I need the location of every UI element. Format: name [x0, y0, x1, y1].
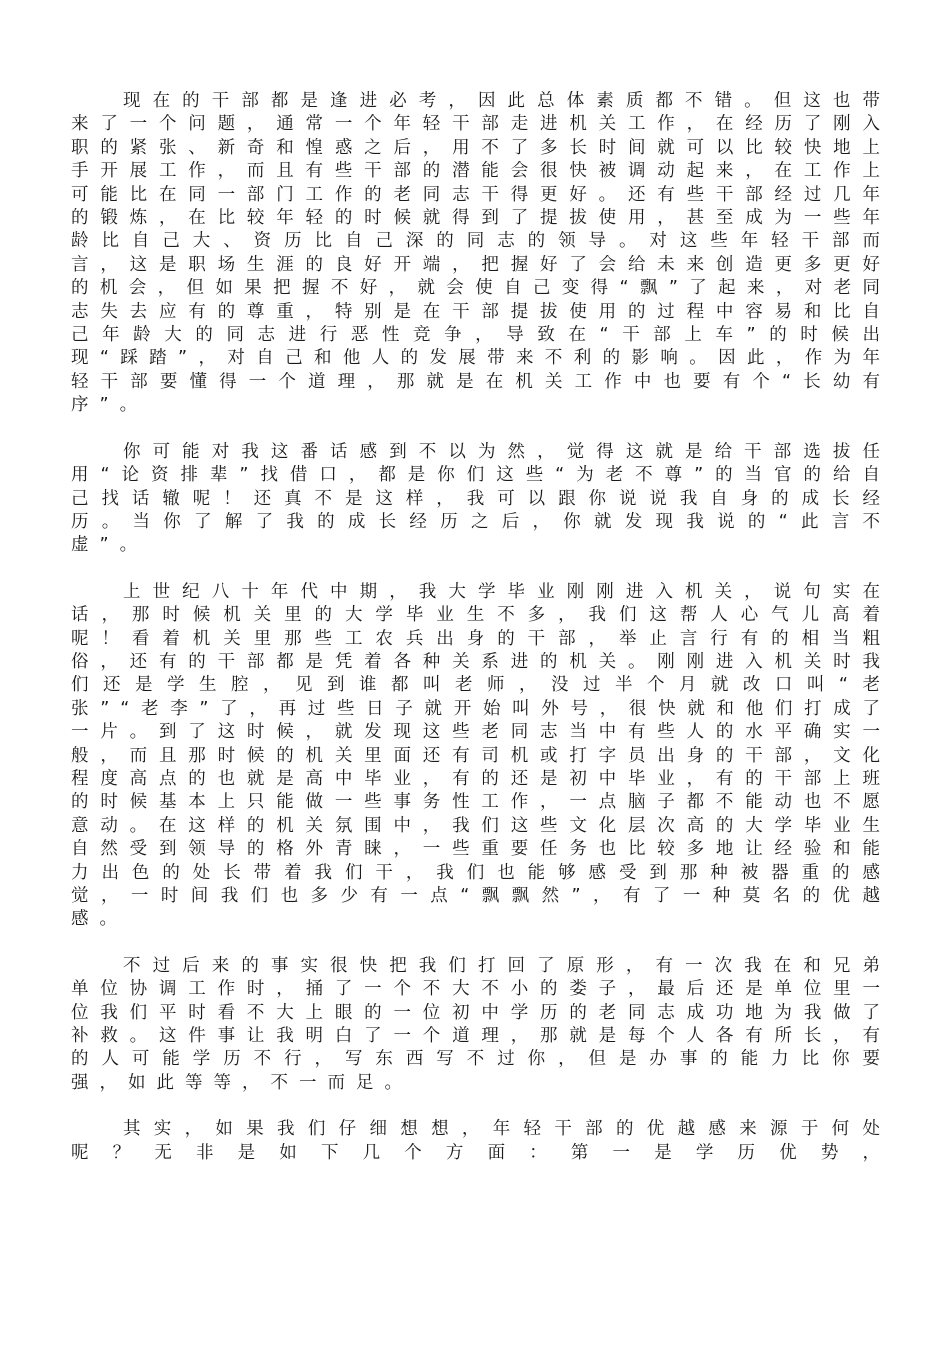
paragraph-2: 你可能对我这番话感到不以为然，觉得这就是给干部选拔任用“论资排辈”找借口，都是你们这些“为老不尊”的当官的给自己找话辙呢！还真不是这样，我可以跟你说说我自身的成长经历。当你了解了我的成长经历之后，你就发现我说的“此言不虚”。 [71, 441, 891, 556]
document-body [71, 90, 891, 1188]
paragraph-3: 上世纪八十年代中期，我大学毕业刚刚进入机关，说句实在话，那时候机关里的大学毕业生不多，我们这帮人心气儿高着呢！看着机关里那些工农兵出身的干部，举止言行有的相当粗俗，还有的干部都是凭着各种关系进的机关。刚刚进入机关时我们还是学生腔，见到谁都叫老师，没过半个月就改口叫“老张”“老李”了，再过些日子就开始叫外号，很快就和他们打成了一片。到了这时候，就发现这些老同志当中有些人的水平确实一般，而且那时候的机关里面还有司机或打字员出身的干部，文化程度高点的也就是高中毕业，有的还是初中毕业，有的干部上班的时候基本上只能做一些事务性工作，一点脑子都不能动也不愿意动。在这样的机关氛围中，我们这些文化层次高的大学毕业生自然受到领导的格外青睐，一些重要任务也比较多地让经验和能力出色的处长带着我们干，我们也能够感受到那种被器重的感觉，一时间我们也多少有一点“飘飘然”，有了一种莫名的优越感。 [71, 581, 891, 930]
paragraph-4: 不过后来的事实很快把我们打回了原形，有一次我在和兄弟单位协调工作时，捅了一个不大不小的娄子，最后还是单位里一位我们平时看不大上眼的一位初中学历的老同志成功地为我做了补救。这件事让我明白了一个道理，那就是每个人各有所长，有的人可能学历不行，写东西写不过你，但是办事的能力比你要强，如此等等，不一而足。 [71, 955, 891, 1093]
paragraph-1: 现在的干部都是逢进必考，因此总体素质都不错。但这也带来了一个问题，通常一个年轻干部走进机关工作，在经历了刚入职的紧张、新奇和惶惑之后，用不了多长时间就可以比较快地上手开展工作，而且有些干部的潜能会很快被调动起来，在工作上可能比在同一部门工作的老同志干得更好。还有些干部经过几年的锻炼，在比较年轻的时候就得到了提拔使用，甚至成为一些年龄比自己大、资历比自己深的同志的领导。对这些年轻干部而言，这是职场生涯的良好开端，把握好了会给未来创造更多更好的机会，但如果把握不好，就会使自己变得“飘”了起来，对老同志失去应有的尊重，特别是在干部提拔使用的过程中容易和比自己年龄大的同志进行恶性竞争，导致在“干部上车”的时候出现“踩踏”，对自己和他人的发展带来不利的影响。因此，作为年轻干部要懂得一个道理，那就是在机关工作中也要有个“长幼有序”。 [71, 91, 891, 416]
paragraph-5: 其实，如果我们仔细想想，年轻干部的优越感来源于何处呢？无非是如下几个方面：第一是学历优势， [71, 1119, 891, 1163]
